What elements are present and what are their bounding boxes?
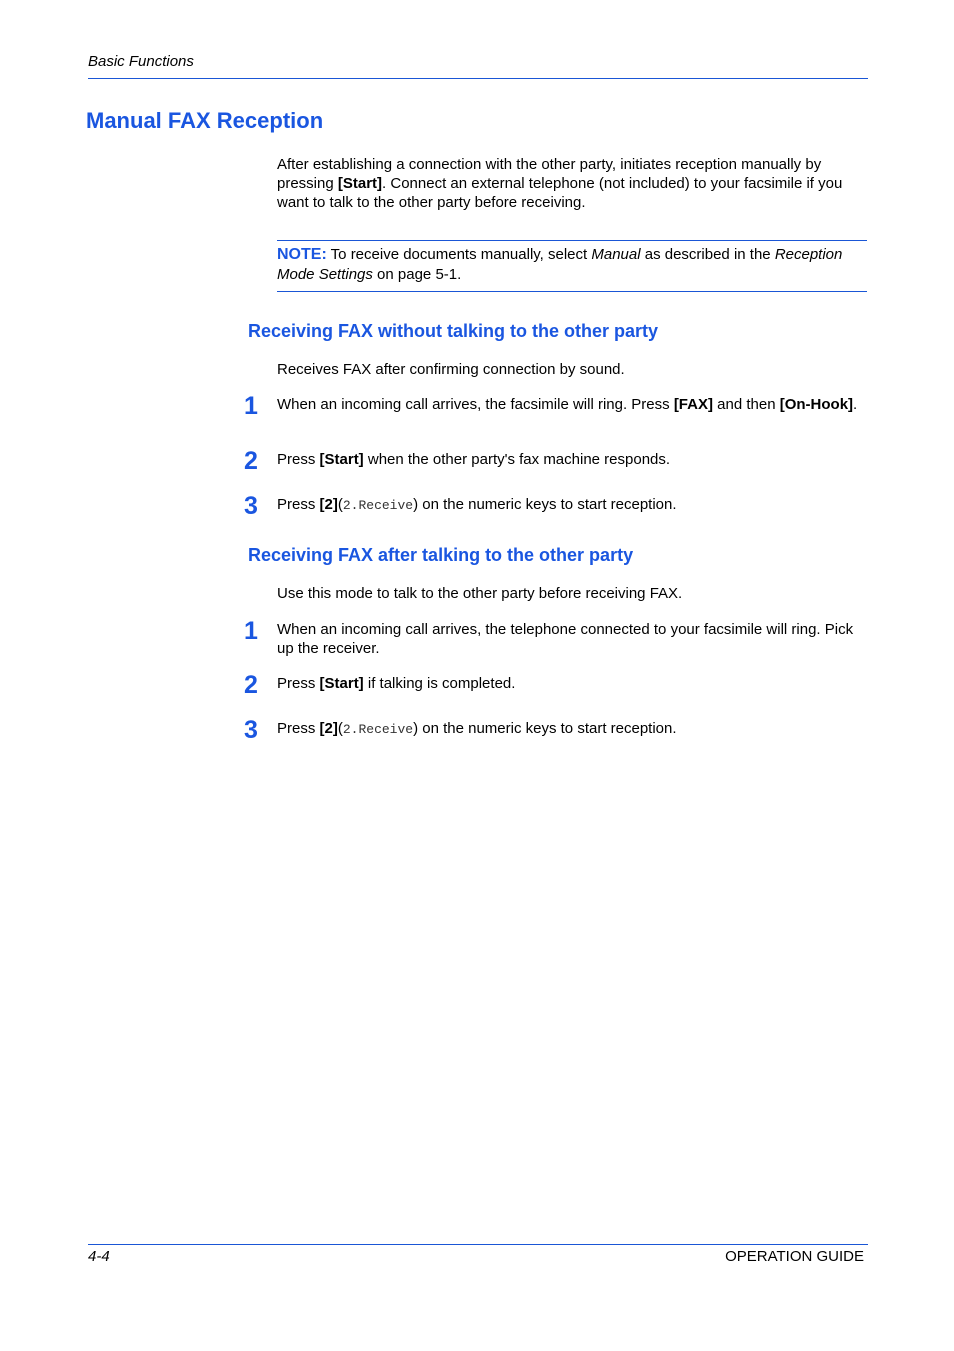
step-text-part: if talking is completed. [363,675,516,692]
note-box [277,240,867,292]
section2-intro: Use this mode to talk to the other party before receiving FAX. [277,585,683,602]
start-key: [Start] [319,451,364,468]
note-text-3: on page 5-1. [372,266,462,283]
step-text: When an incoming call arrives, the telephone connected to your facsimile will ring. Pick up the receiver. [277,621,854,657]
intro-paragraph [277,155,867,212]
step-text-part: ( [337,720,343,737]
step-text-part: Press [277,720,320,737]
step-text-part: Press [277,451,320,468]
header-divider [88,78,868,79]
step-number: 1 [244,617,258,645]
step-text-part: . [853,396,858,413]
step-text-part: Press [277,675,320,692]
section-heading-after-talking: Receiving FAX after talking to the other party [248,545,634,565]
step-number: 3 [244,716,258,744]
start-key: [Start] [319,675,364,692]
step-text-part: When an incoming call arrives, the facsimile will ring. Press [277,396,674,413]
running-header: Basic Functions [88,53,194,70]
note-text-2: as described in the [640,246,775,263]
reference-link: Reception Mode Settings [277,246,843,283]
note-text [277,245,867,285]
step-text-part: ( [337,496,343,513]
guide-title: OPERATION GUIDE [725,1248,864,1265]
page-title: Manual FAX Reception [86,108,324,133]
note-label: NOTE: [277,246,327,263]
display-option: 2.Receive [342,722,414,737]
on-hook-key: [On-Hook] [779,396,854,413]
step-number: 2 [244,447,258,475]
footer-divider [88,1244,868,1245]
step-text [277,450,859,469]
step-number: 3 [244,492,258,520]
intro-text: After establishing a connection with the other party, initiates reception manually by pressing [277,156,822,192]
manual-term: Manual [591,246,641,263]
step-text-part: ) on the numeric keys to start reception. [413,496,677,513]
step-text-part: and then [712,396,780,413]
start-key: [Start] [337,175,383,192]
step-text [277,719,859,739]
page-number: 4-4 [88,1248,110,1265]
key-2: [2] [319,496,338,513]
note-text-1: To receive documents manually, select [326,246,592,263]
section1-intro: Receives FAX after confirming connection by sound. [277,361,625,378]
step-text [277,495,859,515]
step-text-part: ) on the numeric keys to start reception. [413,720,677,737]
key-2: [2] [319,720,338,737]
step-text-part: Press [277,496,320,513]
step-number: 2 [244,671,258,699]
fax-key: [FAX] [673,396,713,413]
display-option: 2.Receive [342,498,414,513]
intro-text-2: . Connect an external telephone (not included) to your facsimile if you want to talk to the other party before receiving. [277,175,843,211]
step-text-part: when the other party's fax machine responds. [363,451,671,468]
step-number: 1 [244,392,258,420]
step-text [277,674,859,693]
section-heading-without-talking: Receiving FAX without talking to the other party [248,321,659,341]
step-text [277,395,859,414]
